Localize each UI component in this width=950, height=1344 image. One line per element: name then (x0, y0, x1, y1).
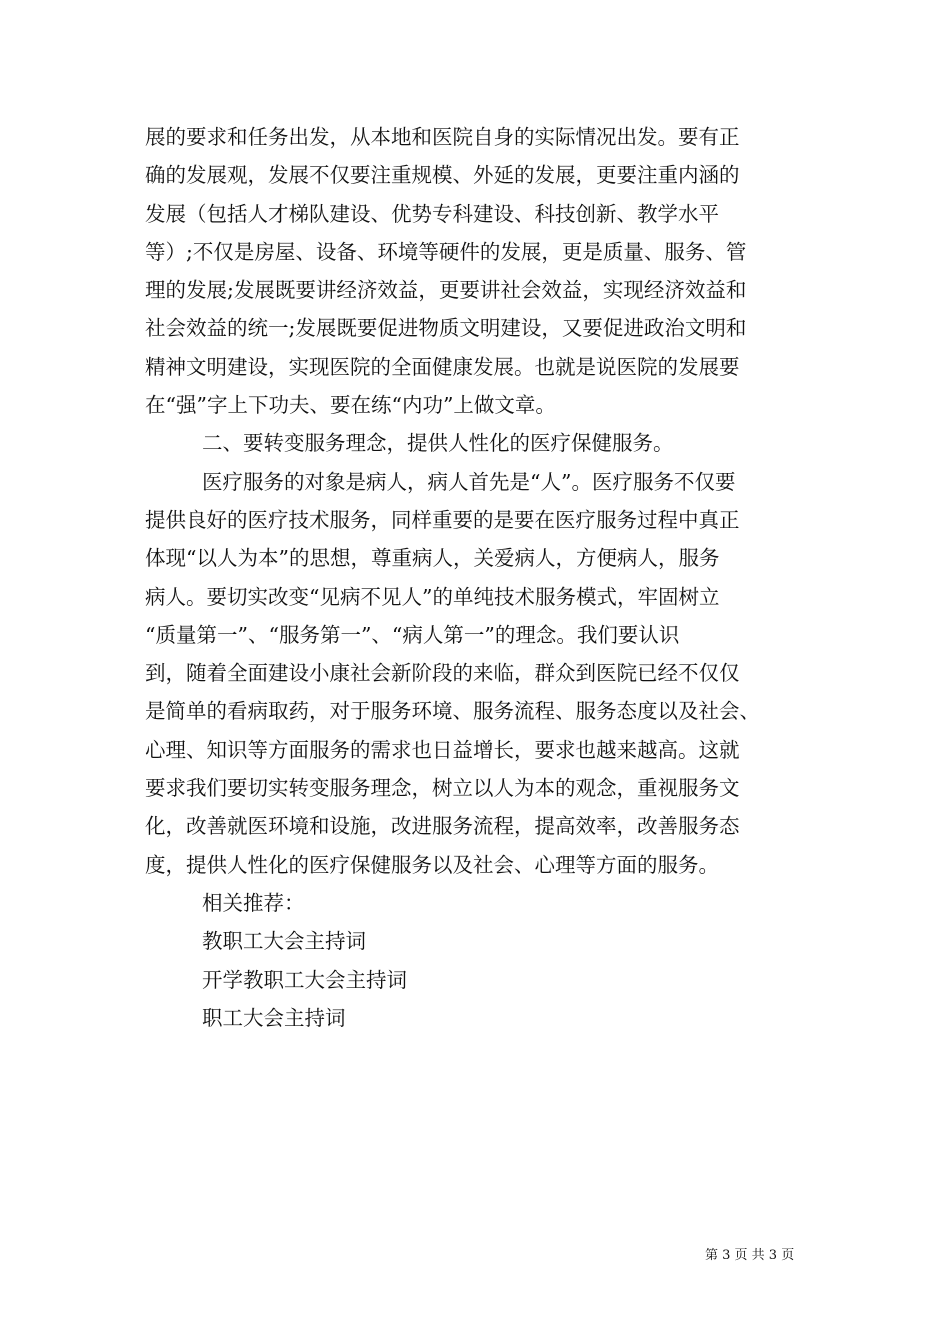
related-link[interactable]: 教职工大会主持词 (202, 929, 366, 954)
text-line: 化，改善就医环境和设施，改进服务流程，提高效率，改善服务态 (145, 814, 740, 839)
related-link[interactable]: 职工大会主持词 (202, 1005, 346, 1030)
related-link[interactable]: 开学教职工大会主持词 (202, 967, 407, 992)
text-line: 医疗服务的对象是病人，病人首先是“人”。医疗服务不仅要 (202, 469, 736, 494)
page-number: 第 3 页 共 3 页 (705, 1248, 795, 1263)
text-line: 理的发展;发展既要讲经济效益，更要讲社会效益，实现经济效益和 (145, 278, 747, 303)
paragraph-continued (145, 118, 815, 424)
text-line: 度，提供人性化的医疗保健服务以及社会、心理等方面的服务。 (145, 852, 719, 877)
text-line: 到，随着全面建设小康社会新阶段的来临，群众到医院已经不仅仅 (145, 661, 740, 686)
text-line: 是简单的看病取药，对于服务环境、服务流程、服务态度以及社会、 (145, 699, 760, 724)
related-label: 相关推荐： (202, 890, 305, 915)
text-line: “质量第一”、“服务第一”、“病人第一”的理念。我们要认识 (145, 622, 680, 647)
text-line: 心理、知识等方面服务的需求也日益增长，要求也越来越高。这就 (145, 737, 740, 762)
text-line: 等）;不仅是房屋、设备、环境等硬件的发展，更是质量、服务、管 (145, 239, 747, 264)
section-heading: 二、要转变服务理念，提供人性化的医疗保健服务。 (202, 431, 674, 456)
text-line: 发展（包括人才梯队建设、优势专科建设、科技创新、教学水平 (145, 201, 719, 226)
text-line: 精神文明建设，实现医院的全面健康发展。也就是说医院的发展要 (145, 354, 740, 379)
paragraph-service (145, 463, 815, 884)
text-line: 展的要求和任务出发，从本地和医院自身的实际情况出发。要有正 (145, 125, 740, 149)
related-recommendations (145, 884, 815, 1037)
document-body (145, 118, 815, 1037)
text-line: 体现“以人为本”的思想，尊重病人，关爱病人，方便病人，服务 (145, 546, 720, 571)
text-line: 社会效益的统一;发展既要促进物质文明建设，又要促进政治文明和 (145, 316, 747, 341)
text-line: 要求我们要切实转变服务理念，树立以人为本的观念，重视服务文 (145, 776, 740, 801)
text-line: 在“强”字上下功夫、要在练“内功”上做文章。 (145, 393, 556, 418)
text-line: 确的发展观，发展不仅要注重规模、外延的发展，更要注重内涵的 (145, 163, 740, 188)
text-line: 提供良好的医疗技术服务，同样重要的是要在医疗服务过程中真正 (145, 507, 740, 532)
text-line: 病人。要切实改变“见病不见人”的单纯技术服务模式，牢固树立 (145, 584, 720, 609)
